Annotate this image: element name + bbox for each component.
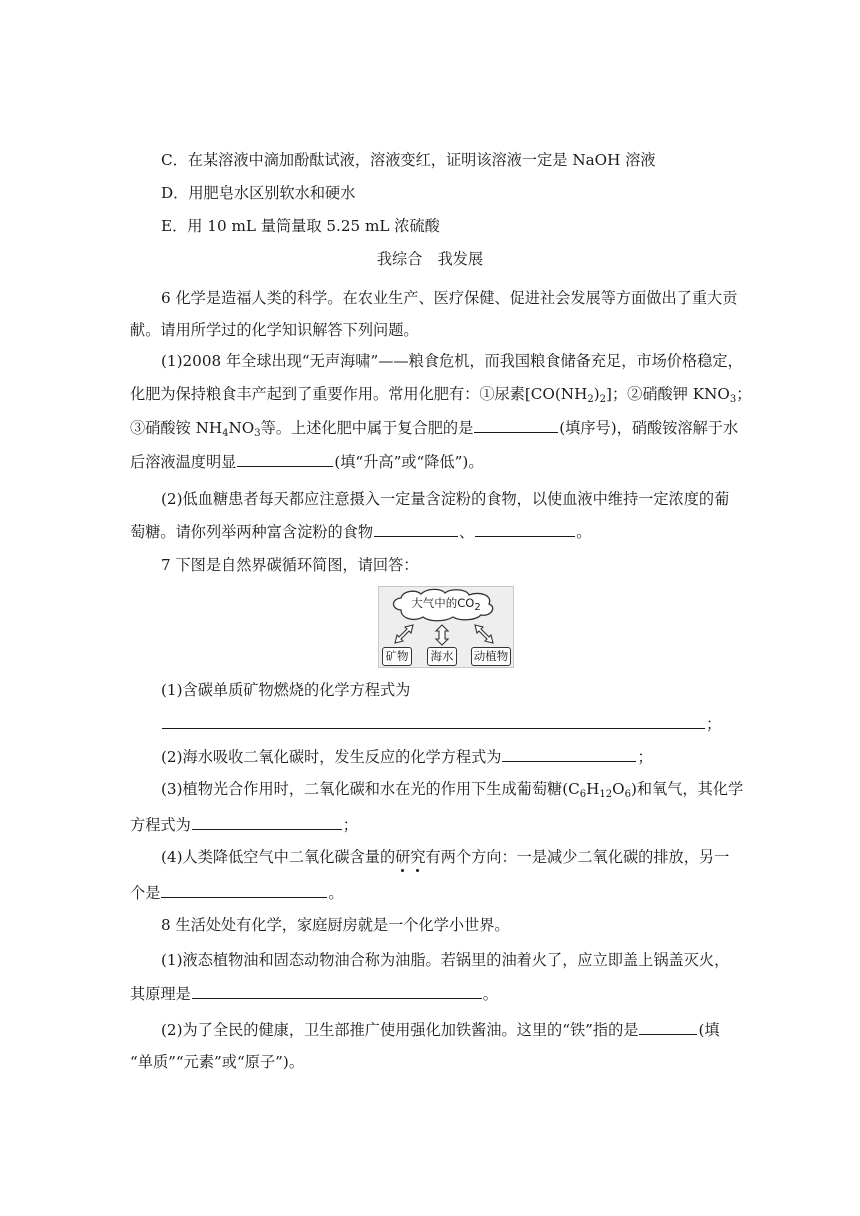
text: O xyxy=(612,780,625,798)
q6-1-line4 xyxy=(130,451,484,472)
subscript: 6 xyxy=(579,789,587,800)
q6-1-line1: (1)2008 年全球出现“无声海啸”——粮食危机，而我国粮食储备充足，市场价格稳定， xyxy=(161,352,743,370)
answer-blank[interactable] xyxy=(475,521,575,537)
answer-blank[interactable] xyxy=(639,1019,697,1035)
section-title: 我综合 我发展 xyxy=(376,250,484,268)
answer-blank[interactable] xyxy=(192,983,482,999)
q7-3-line2 xyxy=(130,814,358,835)
answer-blank[interactable] xyxy=(162,713,705,729)
answer-blank[interactable] xyxy=(374,521,458,537)
carbon-cycle-figure xyxy=(378,586,514,668)
q7-4-line2 xyxy=(130,882,344,903)
q7-1-line1: (1)含碳单质矿物燃烧的化学方程式为 xyxy=(161,681,411,699)
box-seawater: 海水 xyxy=(427,647,457,666)
q6-2-line1: (2)低血糖患者每天都应注意摄入一定量含淀粉的食物，以使血液中维持一定浓度的葡 xyxy=(161,490,730,508)
q8-2-line1 xyxy=(161,1019,720,1040)
q6-1-line2 xyxy=(130,384,751,404)
q6-intro-line1: 6 化学是造福人类的科学。在农业生产、医疗保健、促进社会发展等方面做出了重大贡 xyxy=(161,289,738,307)
text: ]；②硝酸钾 KNO xyxy=(606,385,730,403)
text: )和氧气，其化学 xyxy=(630,780,744,798)
option-c: C．在某溶液中滴加酚酞试液，溶液变红，证明该溶液一定是 NaOH 溶液 xyxy=(161,151,656,169)
q8-1-line2 xyxy=(130,983,498,1004)
text: 有两个方向：一是减少二氧化碳的排放，另一 xyxy=(425,848,730,866)
subscript: 2 xyxy=(474,602,481,613)
answer-blank[interactable] xyxy=(237,451,333,467)
text: 等。上述化肥中属于复合肥的是 xyxy=(260,419,474,437)
subscript: 4 xyxy=(222,428,229,439)
subscript: 12 xyxy=(599,789,613,800)
q7-1-line2 xyxy=(161,713,721,734)
option-d: D．用肥皂水区别软水和硬水 xyxy=(161,184,356,202)
text: H xyxy=(586,780,600,798)
text: NO xyxy=(228,419,255,437)
q8-1-line1: (1)液态植物油和固态动物油合称为油脂。若锅里的油着火了，应立即盖上锅盖灭火， xyxy=(161,951,730,969)
subscript: 3 xyxy=(254,428,261,439)
box-minerals: 矿物 xyxy=(382,647,412,666)
option-e: E．用 10 mL 量筒量取 5.25 mL 浓硫酸 xyxy=(161,217,440,235)
emphasis-char: 究 xyxy=(410,848,426,866)
text: (填“升高”或“降低”)。 xyxy=(334,453,484,471)
text: ③硝酸铵 NH xyxy=(130,419,223,437)
arrow-left-icon xyxy=(395,625,413,643)
text: 。 xyxy=(482,985,498,1003)
box-plants-animals: 动植物 xyxy=(471,647,511,666)
q8-intro: 8 生活处处有化学，家庭厨房就是一个化学小世界。 xyxy=(161,916,510,934)
answer-blank[interactable] xyxy=(192,814,342,830)
text: 大气中的CO xyxy=(411,596,475,610)
text: 。 xyxy=(576,523,592,541)
text: (3)植物光合作用时，二氧化碳和水在光的作用下生成葡萄糖(C xyxy=(161,780,580,798)
text: ； xyxy=(342,816,358,834)
text: 。 xyxy=(328,884,344,902)
q6-1-line3 xyxy=(130,417,738,438)
text: 方程式为 xyxy=(130,816,191,834)
answer-blank[interactable] xyxy=(502,746,636,762)
text: ； xyxy=(736,385,752,403)
text: ； xyxy=(637,748,653,766)
q6-intro-line2: 献。请用所学过的化学知识解答下列问题。 xyxy=(130,321,419,339)
q7-4-line1 xyxy=(161,847,729,867)
arrow-right-icon xyxy=(475,625,493,643)
text: 萄糖。请你列举两种富含淀粉的食物 xyxy=(130,523,373,541)
text: (填 xyxy=(698,1021,720,1039)
text: (4)人类降低空气中二氧化碳含量的 xyxy=(161,848,396,866)
subscript: 2 xyxy=(599,394,607,405)
q6-2-line2 xyxy=(130,521,591,542)
answer-blank[interactable] xyxy=(161,882,327,898)
text: (填序号)，硝酸铵溶解于水 xyxy=(559,419,739,437)
answer-blank[interactable] xyxy=(474,417,558,433)
q7-intro: 7 下图是自然界碳循环简图，请回答： xyxy=(161,556,419,574)
text: 其原理是 xyxy=(130,985,191,1003)
subscript: 3 xyxy=(729,394,737,405)
subscript: 6 xyxy=(624,789,631,800)
text: 后溶液温度明显 xyxy=(130,453,237,471)
text: ) xyxy=(593,385,600,403)
q7-2 xyxy=(161,746,653,767)
text: 化肥为保持粮食丰产起到了重要作用。常用化肥有：①尿素[CO(NH xyxy=(130,385,588,403)
text: 、 xyxy=(459,523,475,541)
text: (2)海水吸收二氧化碳时，发生反应的化学方程式为 xyxy=(161,748,502,766)
text: 个是 xyxy=(130,884,161,902)
emphasis-char: 研 xyxy=(395,848,411,866)
q7-3-line1 xyxy=(161,779,743,799)
cloud-label xyxy=(399,595,493,611)
q8-2-line2: “单质”“元素”或“原子”)。 xyxy=(130,1053,305,1071)
arrow-middle-icon xyxy=(436,625,448,645)
text: (2)为了全民的健康，卫生部推广使用强化加铁酱油。这里的“铁”指的是 xyxy=(161,1021,639,1039)
text: ； xyxy=(706,715,722,733)
subscript: 2 xyxy=(587,394,594,405)
